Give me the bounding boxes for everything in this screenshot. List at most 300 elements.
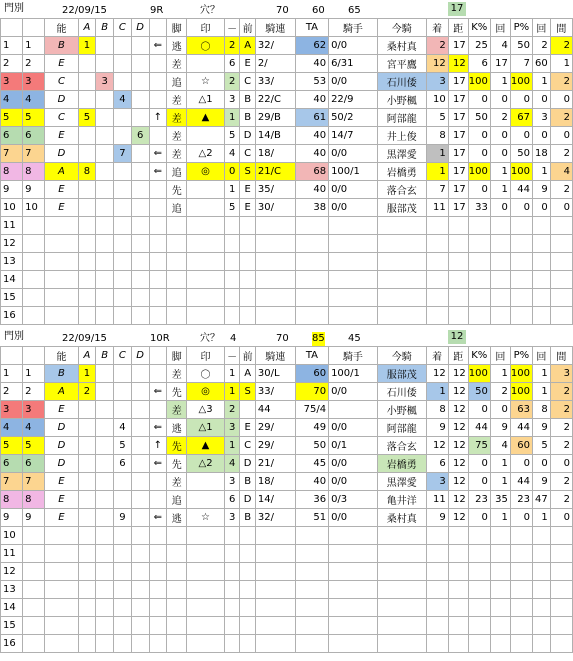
- venue-label: 門別: [4, 3, 24, 14]
- interval: 0: [550, 127, 572, 145]
- style: 差: [167, 91, 187, 109]
- k-pct: [468, 617, 490, 635]
- current-jockey: [377, 271, 426, 289]
- jockey-rate: [255, 271, 295, 289]
- header-col-d: D: [131, 19, 149, 37]
- col-b: [96, 491, 114, 509]
- interval: [550, 635, 572, 653]
- header-dash: －: [224, 19, 240, 37]
- front: [240, 635, 256, 653]
- arrow: [149, 235, 167, 253]
- table-row-empty: [1, 617, 573, 635]
- row-num: 11: [1, 545, 23, 563]
- row-num: 8: [1, 163, 23, 181]
- col-b: [96, 271, 114, 289]
- col-c: [114, 271, 132, 289]
- col-c: [114, 73, 132, 91]
- ta: 40: [295, 181, 328, 199]
- ta: 38: [295, 199, 328, 217]
- dash: [224, 635, 240, 653]
- row-num: 4: [1, 419, 23, 437]
- jockey: 50/2: [329, 109, 378, 127]
- col-a: [78, 491, 96, 509]
- ta: [295, 217, 328, 235]
- table-row: [1, 491, 573, 509]
- col-a: [78, 145, 96, 163]
- distance: 17: [448, 181, 468, 199]
- col-c: [114, 491, 132, 509]
- p-count: [532, 527, 550, 545]
- jockey-rate: 33/: [255, 73, 295, 91]
- table-row: [1, 437, 573, 455]
- header-arrow: [149, 347, 167, 365]
- post-num: 2: [23, 55, 45, 73]
- ta: [295, 563, 328, 581]
- current-jockey: 小野楓: [377, 401, 426, 419]
- col-b: [96, 365, 114, 383]
- ability: B: [45, 365, 78, 383]
- style: 先: [167, 383, 187, 401]
- k-pct: [468, 599, 490, 617]
- col-d: [131, 109, 149, 127]
- col-a: [78, 419, 96, 437]
- style: [167, 563, 187, 581]
- interval: [550, 235, 572, 253]
- header-col-b: B: [96, 347, 114, 365]
- header-ta: TA: [295, 347, 328, 365]
- table-row-empty: [1, 289, 573, 307]
- header-jockey: 騎手: [329, 19, 378, 37]
- mark: [187, 617, 225, 635]
- p-pct: 67: [510, 109, 532, 127]
- current-jockey: 落合玄: [377, 437, 426, 455]
- dash: 5: [224, 199, 240, 217]
- k-count: [490, 289, 510, 307]
- table-row: [1, 163, 573, 181]
- mark: [187, 217, 225, 235]
- finish: 3: [426, 73, 448, 91]
- jockey: [329, 617, 378, 635]
- p-pct: 100: [510, 73, 532, 91]
- col-d: [131, 307, 149, 325]
- post-num: [23, 563, 45, 581]
- post-num: 1: [23, 365, 45, 383]
- col-c: [114, 473, 132, 491]
- dash: 1: [224, 437, 240, 455]
- col-b: [96, 307, 114, 325]
- col-c: [114, 581, 132, 599]
- ta: 49: [295, 419, 328, 437]
- header-finish: 着: [426, 19, 448, 37]
- interval: 2: [550, 383, 572, 401]
- style: 逃: [167, 37, 187, 55]
- style: 差: [167, 401, 187, 419]
- col-a: [78, 289, 96, 307]
- ta: 45: [295, 455, 328, 473]
- p-count: 1: [532, 365, 550, 383]
- p-count: 9: [532, 473, 550, 491]
- ta: 60: [295, 365, 328, 383]
- dash: 2: [224, 73, 240, 91]
- dash: [224, 563, 240, 581]
- post-num: [23, 545, 45, 563]
- jockey-rate: [255, 563, 295, 581]
- p-pct: 0: [510, 127, 532, 145]
- col-d: [131, 235, 149, 253]
- distance: [448, 307, 468, 325]
- col-d: [131, 635, 149, 653]
- interval: 2: [550, 491, 572, 509]
- arrow: [149, 127, 167, 145]
- header-front: 前: [240, 19, 256, 37]
- distance: [448, 599, 468, 617]
- header-distance: 距: [448, 347, 468, 365]
- mark: [187, 491, 225, 509]
- p-count: 47: [532, 491, 550, 509]
- row-num: 9: [1, 181, 23, 199]
- header-p-pct: P%: [510, 347, 532, 365]
- header-k-pct: K%: [468, 19, 490, 37]
- k-count: 2: [490, 109, 510, 127]
- distance: [448, 271, 468, 289]
- front: [240, 401, 256, 419]
- row-num: 12: [1, 235, 23, 253]
- row-num: 16: [1, 307, 23, 325]
- style: 差: [167, 365, 187, 383]
- jockey: 100/1: [329, 365, 378, 383]
- ta: 51: [295, 509, 328, 527]
- arrow: [149, 563, 167, 581]
- k-count: 1: [490, 455, 510, 473]
- interval: 3: [550, 365, 572, 383]
- jockey-rate: 32/: [255, 37, 295, 55]
- k-count: [490, 235, 510, 253]
- p-count: [532, 271, 550, 289]
- current-jockey: 桑村真: [377, 37, 426, 55]
- col-c: 4: [114, 91, 132, 109]
- col-b: [96, 127, 114, 145]
- p-pct: 100: [510, 365, 532, 383]
- p-count: [532, 253, 550, 271]
- dash: 1: [224, 109, 240, 127]
- col-a: [78, 599, 96, 617]
- style: 逃: [167, 419, 187, 437]
- style: 差: [167, 127, 187, 145]
- p-count: [532, 289, 550, 307]
- current-jockey: 岩橋勇: [377, 163, 426, 181]
- interval: [550, 617, 572, 635]
- front: [240, 617, 256, 635]
- k-pct: 0: [468, 181, 490, 199]
- col-b: [96, 145, 114, 163]
- col-c: [114, 37, 132, 55]
- col-c: [114, 365, 132, 383]
- k-pct: 0: [468, 509, 490, 527]
- jockey-rate: 33/: [255, 383, 295, 401]
- front: C: [240, 73, 256, 91]
- col-b: [96, 455, 114, 473]
- mark: [187, 527, 225, 545]
- col-d: [131, 491, 149, 509]
- k-pct: 75: [468, 437, 490, 455]
- col-b: [96, 235, 114, 253]
- row-num: 6: [1, 127, 23, 145]
- table-row-empty: [1, 563, 573, 581]
- col-a: [78, 635, 96, 653]
- style: 追: [167, 73, 187, 91]
- col-d: [131, 437, 149, 455]
- p-pct: 60: [510, 437, 532, 455]
- col-a: [78, 437, 96, 455]
- ability: A: [45, 163, 78, 181]
- post-num: 3: [23, 401, 45, 419]
- interval: 2: [550, 37, 572, 55]
- top-num-2: 60: [312, 5, 325, 16]
- dash: 1: [224, 181, 240, 199]
- race-number: 10R: [150, 333, 170, 344]
- header-interval: 間: [550, 19, 572, 37]
- post-num: 8: [23, 491, 45, 509]
- finish: [426, 217, 448, 235]
- dash: 0: [224, 163, 240, 181]
- col-a: [78, 181, 96, 199]
- style: [167, 235, 187, 253]
- jockey-rate: 21/: [255, 455, 295, 473]
- jockey-rate: [255, 581, 295, 599]
- arrow: ⇐: [149, 37, 167, 55]
- col-a: [78, 581, 96, 599]
- arrow: [149, 635, 167, 653]
- header-dash: －: [224, 347, 240, 365]
- p-pct: 23: [510, 491, 532, 509]
- finish: [426, 563, 448, 581]
- k-count: [490, 635, 510, 653]
- header-front: 前: [240, 347, 256, 365]
- table-row-empty: [1, 307, 573, 325]
- arrow: [149, 491, 167, 509]
- finish: 1: [426, 163, 448, 181]
- front: B: [240, 509, 256, 527]
- col-a: [78, 271, 96, 289]
- ta: [295, 545, 328, 563]
- style: 追: [167, 199, 187, 217]
- ability: [45, 253, 78, 271]
- col-a: 1: [78, 37, 96, 55]
- current-jockey: [377, 253, 426, 271]
- style: [167, 617, 187, 635]
- col-b: [96, 563, 114, 581]
- table-row: [1, 109, 573, 127]
- col-d: [131, 217, 149, 235]
- ability: B: [45, 37, 78, 55]
- top-num-2: 85: [312, 333, 325, 344]
- row-num: 16: [1, 635, 23, 653]
- table-row: [1, 199, 573, 217]
- finish: [426, 581, 448, 599]
- table-row: [1, 37, 573, 55]
- header-col-c: C: [114, 347, 132, 365]
- finish: 9: [426, 419, 448, 437]
- interval: [550, 599, 572, 617]
- distance: [448, 253, 468, 271]
- k-pct: [468, 563, 490, 581]
- finish: 5: [426, 109, 448, 127]
- front: [240, 289, 256, 307]
- arrow: [149, 181, 167, 199]
- p-pct: [510, 635, 532, 653]
- distance-top: 12: [448, 330, 466, 344]
- arrow: ⇐: [149, 163, 167, 181]
- dash: 6: [224, 491, 240, 509]
- mark: ☆: [187, 73, 225, 91]
- style: [167, 217, 187, 235]
- col-a: [78, 617, 96, 635]
- jockey-rate: 2/: [255, 55, 295, 73]
- header-jockey-rate: 騎連: [255, 347, 295, 365]
- top-num-1: 70: [276, 333, 289, 344]
- col-c: 4: [114, 419, 132, 437]
- post-num: [23, 217, 45, 235]
- jockey: 22/9: [329, 91, 378, 109]
- style: 追: [167, 163, 187, 181]
- p-pct: 7: [510, 55, 532, 73]
- k-pct: 23: [468, 491, 490, 509]
- distance: 12: [448, 473, 468, 491]
- front: [240, 307, 256, 325]
- col-d: [131, 581, 149, 599]
- ability: [45, 581, 78, 599]
- col-d: [131, 473, 149, 491]
- k-pct: 25: [468, 37, 490, 55]
- mark: [187, 581, 225, 599]
- race-table-9r: [0, 18, 573, 325]
- ability: [45, 307, 78, 325]
- post-num: 6: [23, 455, 45, 473]
- current-jockey: [377, 617, 426, 635]
- table-row-empty: [1, 635, 573, 653]
- col-b: [96, 199, 114, 217]
- col-d: [131, 509, 149, 527]
- current-jockey: 井上俊: [377, 127, 426, 145]
- jockey: [329, 271, 378, 289]
- current-jockey: 黒澤愛: [377, 145, 426, 163]
- col-c: [114, 617, 132, 635]
- mark: [187, 599, 225, 617]
- jockey: 0/0: [329, 37, 378, 55]
- distance: [448, 545, 468, 563]
- header-interval: 間: [550, 347, 572, 365]
- mark: [187, 473, 225, 491]
- col-b: [96, 55, 114, 73]
- finish: [426, 289, 448, 307]
- jockey-rate: 35/: [255, 181, 295, 199]
- k-pct: [468, 307, 490, 325]
- distance: [448, 217, 468, 235]
- jockey-rate: 18/: [255, 145, 295, 163]
- distance: 17: [448, 91, 468, 109]
- col-a: [78, 199, 96, 217]
- arrow: ⇐: [149, 419, 167, 437]
- p-pct: [510, 545, 532, 563]
- p-pct: 0: [510, 199, 532, 217]
- p-pct: [510, 235, 532, 253]
- venue-label: 門別: [4, 331, 24, 342]
- k-pct: 50: [468, 109, 490, 127]
- col-c: [114, 599, 132, 617]
- jockey-rate: [255, 289, 295, 307]
- dash: 3: [224, 91, 240, 109]
- finish: [426, 271, 448, 289]
- front: [240, 599, 256, 617]
- p-pct: [510, 217, 532, 235]
- col-c: [114, 163, 132, 181]
- row-num: 10: [1, 199, 23, 217]
- p-count: [532, 635, 550, 653]
- finish: [426, 307, 448, 325]
- interval: [550, 527, 572, 545]
- col-b: [96, 91, 114, 109]
- style: [167, 599, 187, 617]
- distance: 12: [448, 437, 468, 455]
- arrow: [149, 307, 167, 325]
- current-jockey: [377, 545, 426, 563]
- p-pct: [510, 271, 532, 289]
- finish: 8: [426, 127, 448, 145]
- jockey-rate: 44: [255, 401, 295, 419]
- interval: [550, 253, 572, 271]
- style: [167, 253, 187, 271]
- finish: [426, 235, 448, 253]
- post-num: 4: [23, 91, 45, 109]
- col-a: [78, 527, 96, 545]
- distance: [448, 289, 468, 307]
- race-table-10r: [0, 346, 573, 653]
- table-row-empty: [1, 217, 573, 235]
- header-mark: 印: [187, 347, 225, 365]
- current-jockey: [377, 217, 426, 235]
- p-count: 18: [532, 145, 550, 163]
- k-pct: [468, 581, 490, 599]
- col-d: [131, 383, 149, 401]
- mark: ◎: [187, 163, 225, 181]
- front: A: [240, 365, 256, 383]
- distance: 12: [448, 383, 468, 401]
- p-pct: 44: [510, 181, 532, 199]
- col-b: [96, 37, 114, 55]
- current-jockey: [377, 599, 426, 617]
- row-num: 6: [1, 455, 23, 473]
- distance: [448, 563, 468, 581]
- k-pct: [468, 527, 490, 545]
- post-num: [23, 253, 45, 271]
- interval: [550, 217, 572, 235]
- jockey-rate: [255, 635, 295, 653]
- jockey-rate: 22/C: [255, 91, 295, 109]
- k-count: [490, 271, 510, 289]
- col-c: [114, 55, 132, 73]
- header-row: [1, 19, 573, 37]
- col-b: [96, 635, 114, 653]
- style: [167, 271, 187, 289]
- front: B: [240, 473, 256, 491]
- interval: 2: [550, 181, 572, 199]
- k-pct: [468, 253, 490, 271]
- k-pct: [468, 545, 490, 563]
- current-jockey: [377, 235, 426, 253]
- post-num: [23, 527, 45, 545]
- p-pct: 100: [510, 383, 532, 401]
- distance: 12: [448, 365, 468, 383]
